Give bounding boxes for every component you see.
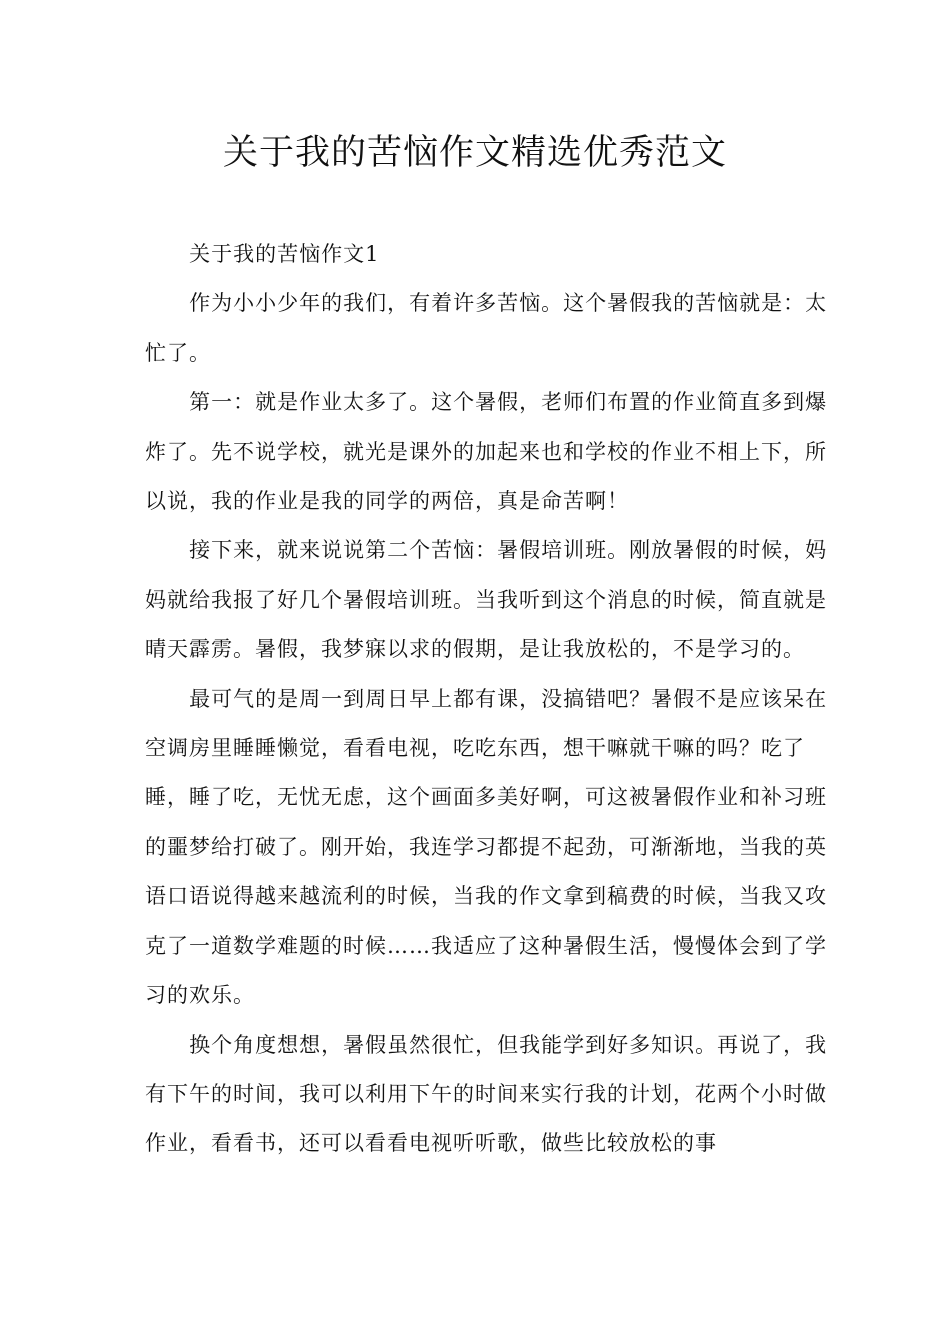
paragraph: 最可气的是周一到周日早上都有课，没搞错吧？暑假不是应该呆在空调房里睡睡懒觉，看看电视，吃吃东西，想干嘛就干嘛的吗？吃了睡，睡了吃，无忧无虑，这个画面多美好啊，可这被暑假作业和补习班的噩梦给打破了。刚开始，我连学习都提不起劲，可渐渐地，当我的英语口语说得越来越流利的时候，当我的作文拿到稿费的时候，当我又攻克了一道数学难题的时候……我适应了这种暑假生活，慢慢体会到了学习的欢乐。 <box>145 686 828 1008</box>
paragraph: 作为小小少年的我们，有着许多苦恼。这个暑假我的苦恼就是：太忙了。 <box>145 291 828 365</box>
section-heading: 关于我的苦恼作文1 <box>189 242 380 266</box>
paragraph: 第一：就是作业太多了。这个暑假，老师们布置的作业简直多到爆炸了。先不说学校，就光是课外的加起来也和学校的作业不相上下，所以说，我的作业是我的同学的两倍，真是命苦啊！ <box>145 390 828 514</box>
paragraph: 换个角度想想，暑假虽然很忙，但我能学到好多知识。再说了，我有下午的时间，我可以利用下午的时间来实行我的计划，花两个小时做作业，看看书，还可以看看电视听听歌，做些比较放松的事 <box>145 1032 828 1156</box>
paragraph: 接下来，就来说说第二个苦恼：暑假培训班。刚放暑假的时候，妈妈就给我报了好几个暑假培训班。当我听到这个消息的时候，简直就是晴天霹雳。暑假，我梦寐以求的假期，是让我放松的，不是学习的。 <box>145 538 828 662</box>
document-title: 关于我的苦恼作文精选优秀范文 <box>222 133 727 173</box>
document-body <box>145 230 835 1169</box>
